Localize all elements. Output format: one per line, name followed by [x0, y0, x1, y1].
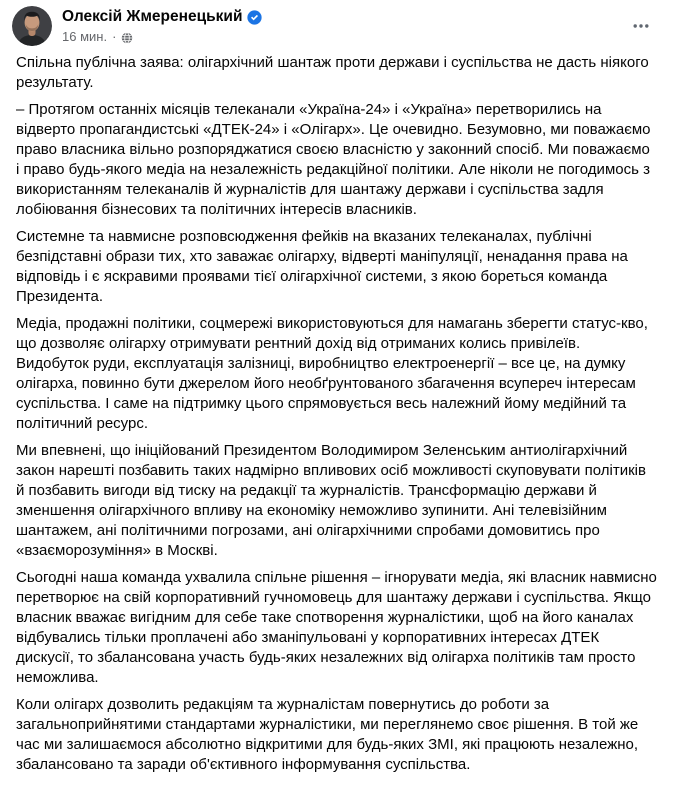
post-paragraph: Системне та навмисне розповсюдження фейків на вказаних телеканалах, публічні безпідставні образи тих, хто заважає олігарху, відверті маніпуляції, ненадання права на відповідь і є яскравими проявами тієї олігархічної системи, з якою бореться команда Президента.	[16, 228, 633, 305]
post-paragraph: Спільна публічна заява: олігархічний шантаж проти держави і суспільства не дасть ніякого результату.	[16, 54, 653, 91]
post-meta	[62, 29, 625, 45]
profile-photo-image	[12, 6, 52, 46]
post-paragraph: Сьогодні наша команда ухвалила спільне рішення – ігнорувати медіа, які власник навмисно перетворює на свій корпоративний гучномовець для шантажу держави і суспільства. Якщо власник вважає вигідним для себе таке спотворення журналістики, щоб на його каналах відбувались тільки проплачені або зманіпульовані у корпоративних інтересах ДТЕК дискусії, то збалансована участь будь-яких незалежних від олігарха політиків там просто неможлива.	[16, 569, 662, 686]
more-options-button[interactable]	[625, 10, 657, 42]
post-paragraph: Ми впевнені, що ініційований Президентом Володимиром Зеленським антиолігархічний закон нарешті позбавить таких надмірно впливових осіб можливості скуповувати політиків й позбавить вигоди від тиску на редакції та журналістів. Трансформацію держави й зменшення олігархічного впливу на економіку неможливо зупинити. Ані телевізійним шантажем, ані політичними погрозами, ані олігархічними спробами домовитись про «взаєморозуміння» в Москві.	[16, 442, 651, 559]
post-text	[0, 46, 673, 789]
meta-separator: ·	[112, 29, 117, 44]
globe-public-icon	[121, 32, 133, 44]
verified-badge-icon	[247, 10, 262, 25]
post-header	[0, 0, 673, 46]
post-paragraph: – Протягом останніх місяців телеканали «Україна-24» і «Україна» перетворились на відверто пропагандистські «ДТЕК-24» і «Олігарх». Це очевидно. Безумовно, ми поважаємо право власника вільно розпоряджатися своєю власністю у законний спосіб. Ми поважаємо і право будь-якого медіа на незалежність редакційної політики. Але ніколи не погодимось з використанням телеканалів й журналістів для шантажу держави і суспільства задля лобіювання бізнесових та політичних інтересів власників.	[16, 101, 655, 218]
avatar[interactable]	[12, 6, 52, 46]
more-options-icon	[631, 16, 651, 36]
post-paragraph: Коли олігарх дозволить редакціям та журналістам повернутись до роботи за загальноприйнятими стандартами журналістики, ми переглянемо своє рішення. В той же час ми залишаємося абсолютно відкритими для будь-яких ЗМІ, які працюють незалежно, збалансовано та заради об'єктивного інформування суспільства.	[16, 696, 643, 773]
timestamp[interactable]: 16 мин.	[62, 29, 108, 44]
header-info	[62, 6, 625, 45]
author-name[interactable]: Олексій Жмеренецький	[62, 8, 243, 25]
post-paragraph: Медіа, продажні політики, соцмережі використовуються для намагань зберегти статус-кво, що дозволяє олігарху отримувати рентний дохід від отриманих колись привілеїв. Видобуток руди, експлуатація залізниці, виробництво електроенергії – все це, на думку олігарха, повинно бути джерелом його необґрунтованого збагачення всупереч інтересам суспільства. І саме на підтримку цього спрямовується весь належний йому медійний та політичний ресурс.	[16, 315, 653, 432]
